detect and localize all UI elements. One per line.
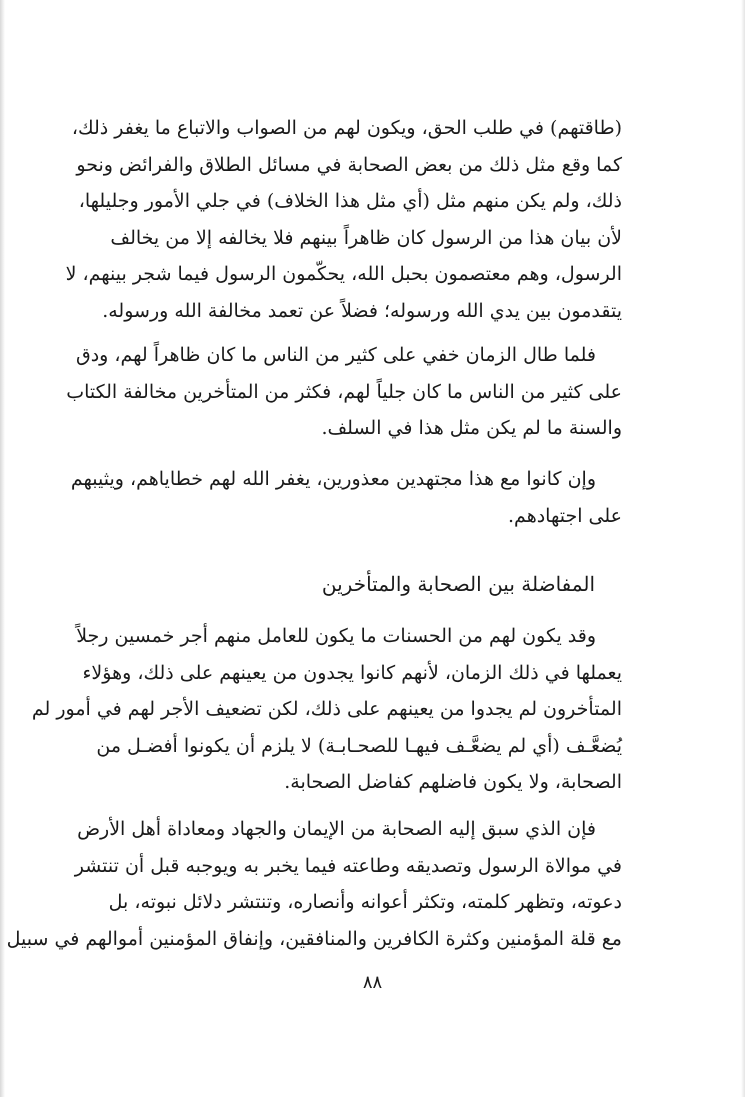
text-line: يُضعَّـف (أي لم يضعَّـف فيهـا للصحـابـة) لا يلزم أن يكونوا أفضـل من xyxy=(96,734,622,757)
page-number: ٨٨ xyxy=(362,972,383,993)
text-line: على كثير من الناس ما كان جلياً لهم، فكثر من المتأخرين مخالفة الكتاب xyxy=(66,380,622,403)
paragraph-4 xyxy=(31,618,622,801)
page-edge-shadow-left xyxy=(0,0,5,1097)
paragraph-5 xyxy=(6,811,622,957)
section-heading: المفاضلة بين الصحابة والمتأخرين xyxy=(321,572,595,596)
paragraph-3 xyxy=(70,461,622,534)
text-line: يعملها في ذلك الزمان، لأنهم كانوا يجدون من يعينهم على ذلك، وهؤلاء xyxy=(82,661,622,684)
paragraph-1 xyxy=(65,110,622,329)
text-line: والسنة ما لم يكن مثل هذا في السلف. xyxy=(321,417,622,439)
paragraph-2 xyxy=(66,337,622,447)
text-line: الرسول، وهم معتصمون بحبل الله، يحكّمون الرسول فيما شجر بينهم، لا xyxy=(65,263,622,285)
text-line: مع قلة المؤمنين وكثرة الكافرين والمنافقين، وإنفاق المؤمنين أموالهم في سبيل xyxy=(6,927,622,950)
text-line: دعوته، وتظهر كلمته، وتكثر أعوانه وأنصاره، وتنتشر دلائل نبوته، بل xyxy=(108,891,622,913)
text-line: في موالاة الرسول وتصديقه وطاعته فيما يخبر به ويوجبه قبل أن تنتشر xyxy=(74,854,622,877)
text-line: ذلك، ولم يكن منهم مثل (أي مثل هذا الخلاف) في جلي الأمور وجليلها، xyxy=(78,190,622,212)
page-edge-shadow-right xyxy=(741,0,745,1097)
text-line: يتقدمون بين يدي الله ورسوله؛ فضلاً عن تعمد مخالفة الله ورسوله. xyxy=(102,299,622,322)
text-line: المتأخرون لم يجدوا من يعينهم على ذلك، لكن تضعيف الأجر لهم في أمور لم xyxy=(31,698,622,720)
text-line: كما وقع مثل ذلك من بعض الصحابة في مسائل الطلاق والفرائض ونحو xyxy=(76,153,622,176)
text-line: فلما طال الزمان خفي على كثير من الناس ما كان ظاهراً لهم، ودق xyxy=(75,344,596,366)
text-line: لأن بيان هذا من الرسول كان ظاهراً بينهم فلا يخالفه إلا من يخالف xyxy=(110,226,622,249)
text-line: وقد يكون لهم من الحسنات ما يكون للعامل منهم أجر خمسين رجلاً xyxy=(76,625,596,647)
text-line: الصحابة، ولا يكون فاضلهم كفاضل الصحابة. xyxy=(284,771,622,793)
text-line: وإن كانوا مع هذا مجتهدين معذورين، يغفر الله لهم خطاياهم، ويثيبهم xyxy=(70,468,596,490)
text-line: فإن الذي سبق إليه الصحابة من الإيمان والجهاد ومعاداة أهل الأرض xyxy=(77,818,596,840)
text-line: (طاقتهم) في طلب الحق، ويكون لهم من الصواب والاتباع ما يغفر ذلك، xyxy=(71,117,622,139)
text-line: على اجتهادهم. xyxy=(508,504,622,527)
